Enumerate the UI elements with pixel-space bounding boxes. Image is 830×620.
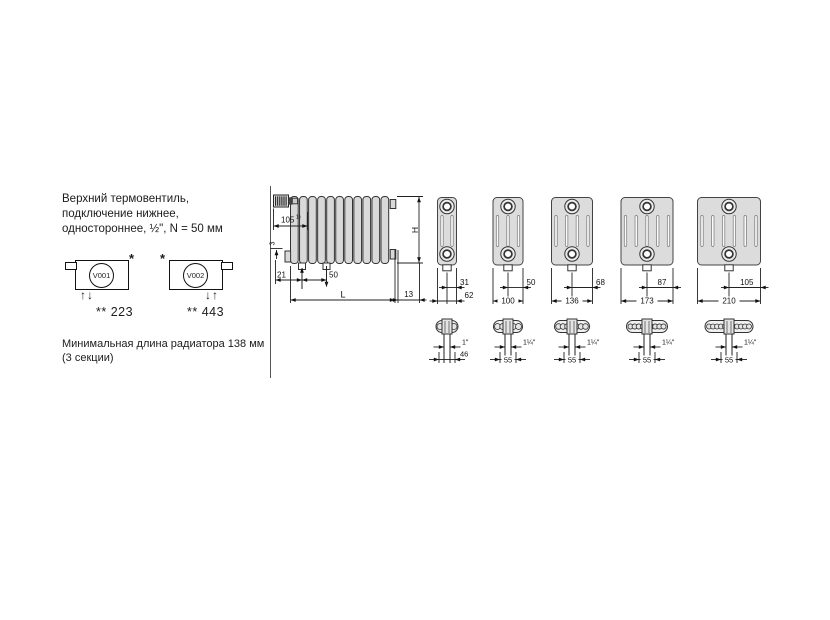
bottom-plug xyxy=(504,265,512,271)
dim-arrow-icon xyxy=(495,358,500,362)
up-arrow-icon: ↑ xyxy=(212,288,219,302)
column-slot xyxy=(722,216,724,247)
dim-arrow-icon xyxy=(642,286,647,290)
valve-nut xyxy=(292,198,297,204)
full-depth-label: 173 xyxy=(640,296,654,306)
dim-arrow-icon xyxy=(432,299,437,303)
column-slot xyxy=(646,216,648,247)
dim-arrow-icon xyxy=(673,286,678,290)
dim-arrow-icon xyxy=(639,345,644,349)
dim-arrow-icon xyxy=(450,345,455,349)
dim-arrow-icon xyxy=(634,358,639,362)
valve-collar xyxy=(289,197,293,204)
note-line: Минимальная длина радиатора 138 мм xyxy=(62,338,265,350)
column-slot xyxy=(587,216,589,247)
profile-6-columns xyxy=(698,198,769,365)
column-slot xyxy=(555,216,557,247)
full-depth-label: 62 xyxy=(464,291,474,301)
hub-inner xyxy=(443,203,451,211)
asterisk-mark: * xyxy=(160,251,166,266)
dim-arrow-icon xyxy=(457,299,462,303)
dim-arrow-icon xyxy=(442,286,447,290)
asterisk-mark: * xyxy=(129,251,135,266)
valve-code-badge: V001 xyxy=(89,263,114,288)
thread-size-label: 1¼" xyxy=(744,339,757,347)
dim-label: 3 xyxy=(269,241,277,246)
profile-2-columns xyxy=(429,198,474,364)
thread-size-label: 1¼" xyxy=(587,339,600,347)
radiator-section xyxy=(327,197,335,264)
dim-label: H xyxy=(410,226,420,234)
valve-code-badge: V002 xyxy=(183,263,208,288)
column-top xyxy=(583,324,589,330)
hex-width-label: 55 xyxy=(503,355,513,365)
full-depth-label: 100 xyxy=(501,296,515,306)
hub-inner xyxy=(725,203,733,211)
dim-arrow-icon xyxy=(621,299,626,303)
dim-arrow-icon xyxy=(274,224,279,228)
profile-4-columns xyxy=(552,198,606,365)
bottom-plug xyxy=(643,265,651,271)
radiator-section xyxy=(336,197,344,264)
full-depth-label: 210 xyxy=(722,296,736,306)
dim-arrow-icon xyxy=(567,286,572,290)
hub-inner xyxy=(568,250,576,258)
full-depth-label: 136 xyxy=(565,296,579,306)
dim-arrow-icon xyxy=(761,286,766,290)
column-top xyxy=(661,324,666,329)
dim-label: 105 xyxy=(281,215,295,225)
hub-inner xyxy=(643,250,651,258)
profile-top-view xyxy=(490,319,536,365)
column-slot xyxy=(712,216,714,247)
down-arrow-icon: ↓ xyxy=(205,288,212,302)
nipple-top xyxy=(642,319,652,334)
down-arrow-icon: ↓ xyxy=(87,288,94,302)
column-slot xyxy=(624,216,626,247)
nipple-top xyxy=(724,319,734,334)
description-line: Верхний термовентиль, xyxy=(62,193,190,205)
dim-arrow-icon xyxy=(434,358,439,362)
radiator-section xyxy=(309,197,317,264)
dim-arrow-icon xyxy=(291,298,296,302)
dim-arrow-icon xyxy=(564,345,569,349)
dim-label: 21 xyxy=(277,270,286,280)
dim-arrow-icon xyxy=(552,299,557,303)
radiator-section xyxy=(381,197,389,264)
column-slot xyxy=(565,216,567,247)
profile-top-view xyxy=(705,319,757,365)
radiator-section xyxy=(372,197,380,264)
hex-width-label: 55 xyxy=(567,355,577,365)
dim-arrow-icon xyxy=(275,250,279,255)
profile-top-view xyxy=(554,319,600,365)
dim-arrow-icon xyxy=(302,278,307,282)
dim-arrow-icon xyxy=(732,345,737,349)
radiator-section xyxy=(318,197,326,264)
height-dim xyxy=(397,197,423,264)
hub-inner xyxy=(504,250,512,258)
hub-inner xyxy=(504,203,512,211)
hub-inner xyxy=(443,250,451,258)
nipple-top xyxy=(442,319,452,334)
dim-label: 50 xyxy=(329,270,338,280)
radiator-section xyxy=(363,197,371,264)
left-lug xyxy=(285,251,291,262)
order-code: ** 443 xyxy=(187,305,225,319)
hex-width-label: 46 xyxy=(460,349,469,359)
description-line: одностороннее, ½", N = 50 мм xyxy=(62,223,223,235)
bottom-plug xyxy=(725,265,733,271)
radiator-body xyxy=(285,197,396,270)
dim-arrow-icon xyxy=(503,286,508,290)
right-top-lug xyxy=(390,200,396,209)
dim-label: L xyxy=(340,289,346,300)
hex-width-label: 55 xyxy=(642,355,652,365)
column-slot xyxy=(576,216,578,247)
dim-arrow-icon xyxy=(417,197,421,202)
column-top xyxy=(516,324,522,330)
dim-arrow-icon xyxy=(668,299,673,303)
thread-size-label: 1" xyxy=(462,339,469,347)
column-top xyxy=(747,324,752,329)
dim-arrow-icon xyxy=(575,345,580,349)
dim-arrow-icon xyxy=(650,345,655,349)
bottom-plug xyxy=(443,265,451,271)
half-depth-label: 50 xyxy=(526,277,536,287)
dim-arrow-icon xyxy=(580,358,585,362)
up-arrow-icon: ↑ xyxy=(80,288,87,302)
thread-size-label: 1¼" xyxy=(523,339,536,347)
column-slot xyxy=(755,216,757,247)
dim-label: 13 xyxy=(404,290,414,299)
dim-arrow-icon xyxy=(297,278,302,282)
dim-arrow-icon xyxy=(516,358,521,362)
radiator-section xyxy=(291,197,299,264)
order-code: ** 223 xyxy=(96,305,134,319)
half-depth-label: 105 xyxy=(740,277,754,287)
hub-inner xyxy=(725,250,733,258)
column-slot xyxy=(507,216,509,247)
dim-arrow-icon xyxy=(511,345,516,349)
dim-arrow-icon xyxy=(721,345,726,349)
dim-arrow-icon xyxy=(755,299,760,303)
column-slot xyxy=(667,216,669,247)
nipple-top xyxy=(503,319,513,334)
column-slot xyxy=(517,216,519,247)
thread-size-label: 1¼" xyxy=(662,339,675,347)
hub-inner xyxy=(568,203,576,211)
dim-arrow-icon xyxy=(518,299,523,303)
column-slot xyxy=(657,216,659,247)
nipple-top xyxy=(567,319,577,334)
dim-arrow-icon xyxy=(655,358,660,362)
column-slot xyxy=(744,216,746,247)
bottom-offset-dim xyxy=(270,241,283,259)
dim-arrow-icon xyxy=(587,299,592,303)
profile-top-view xyxy=(627,319,675,365)
dim-arrow-icon xyxy=(559,358,564,362)
hex-width-label: 55 xyxy=(724,355,734,365)
column-slot xyxy=(701,216,703,247)
dim-arrow-icon xyxy=(420,298,425,302)
description-line: подключение нижнее, xyxy=(62,208,179,220)
profile-5-columns xyxy=(621,198,681,365)
dim-arrow-icon xyxy=(500,345,505,349)
hub-inner xyxy=(643,203,651,211)
radiator-section xyxy=(345,197,353,264)
column-slot xyxy=(635,216,637,247)
profile-top-view xyxy=(429,319,469,363)
dim-arrow-icon xyxy=(724,286,729,290)
bottom-plug xyxy=(568,265,576,271)
column-slot xyxy=(451,216,453,247)
half-depth-label: 31 xyxy=(460,277,469,287)
column-slot xyxy=(733,216,735,247)
dim-arrow-icon xyxy=(698,299,703,303)
radiator-section xyxy=(354,197,362,264)
dim-arrow-icon xyxy=(737,358,742,362)
dim-arrow-icon xyxy=(493,299,498,303)
half-depth-label: 87 xyxy=(657,277,667,287)
dim-arrow-icon xyxy=(321,278,326,282)
front-view xyxy=(270,195,427,303)
dim-arrow-icon xyxy=(417,257,421,262)
dim-arrow-icon xyxy=(716,358,721,362)
radiator-section xyxy=(300,197,308,264)
profile-3-columns xyxy=(490,198,536,365)
footnote-sup: 1) xyxy=(295,214,301,221)
column-slot xyxy=(441,216,443,247)
half-depth-label: 68 xyxy=(596,277,605,287)
note-line: (3 секции) xyxy=(62,351,114,364)
column-slot xyxy=(496,216,498,247)
dim-arrow-icon xyxy=(439,345,444,349)
